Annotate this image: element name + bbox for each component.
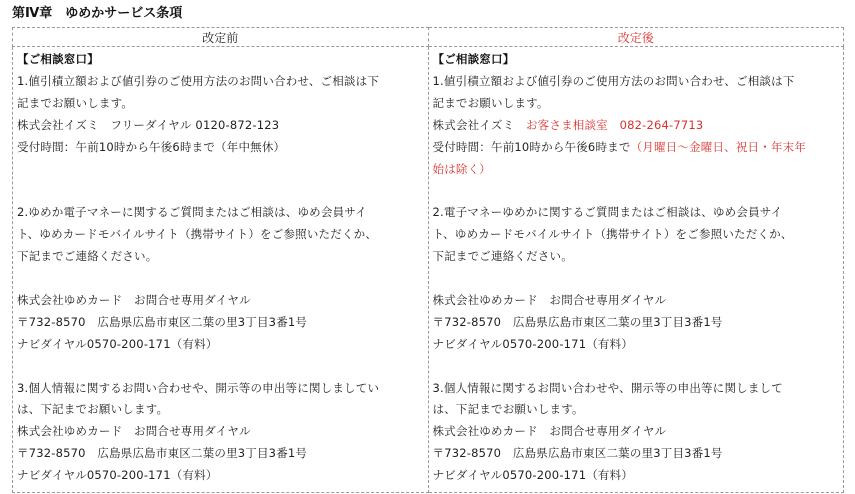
after-s3-company: 株式会社ゆめカード お問合せ専用ダイヤル: [432, 424, 667, 439]
before-s3-line2: は、下記までお願いします。: [17, 402, 169, 417]
after-s1-company-changed: お客さま相談室 082-264-7713: [525, 117, 704, 132]
before-s2-navi: ナビダイヤル0570-200-171（有料）: [17, 336, 218, 351]
before-s3-navi: ナビダイヤル0570-200-171（有料）: [17, 468, 218, 483]
after-s2-navi: ナビダイヤル0570-200-171（有料）: [432, 336, 634, 351]
spacer: [17, 159, 425, 181]
before-cell: [13, 47, 429, 493]
after-s1-hours-changed-1: （月曜日～金曜日、祝日・年末年: [630, 139, 807, 154]
column-header-before: 改定前: [13, 28, 429, 47]
spacer: [433, 180, 841, 202]
after-s3-line1: 3.個人情報に関するお問い合わせや、開示等の申出等に関しまして: [432, 380, 783, 395]
after-s3-navi: ナビダイヤル0570-200-171（有料）: [432, 468, 634, 483]
page-title: 第Ⅳ章 ゆめかサービス条項: [12, 6, 183, 21]
spacer: [17, 180, 425, 202]
after-s1-hours-changed-2: 始は除く）: [432, 161, 491, 176]
after-s3-address: 〒732-8570 広島県広島市東区二葉の里3丁目3番1号: [432, 446, 723, 461]
after-s1-line2: 記までお願いします。: [432, 95, 549, 110]
before-s1-company: 株式会社イズミ フリーダイヤル 0120-872-123: [17, 117, 280, 132]
spacer: [433, 356, 841, 378]
after-s2-address: 〒732-8570 広島県広島市東区二葉の里3丁目3番1号: [432, 314, 723, 329]
after-s3-line2: は、下記までお願いします。: [432, 402, 584, 417]
after-s1-line1: 1.値引積立額および値引券のご使用方法のお問い合わせ、ご相談は下: [432, 73, 795, 88]
after-s1-hours: [433, 137, 841, 159]
after-s2-line3: 下記までご連絡ください。: [432, 249, 573, 264]
after-s1-company: [433, 115, 841, 137]
spacer: [433, 268, 841, 290]
after-s1-company-prefix: 株式会社イズミ: [432, 117, 526, 132]
before-s3-line1: 3.個人情報に関するお問い合わせや、開示等の申出等に関しましてい: [17, 380, 380, 395]
spacer: [17, 268, 425, 290]
before-s2-line2: ト、ゆめカードモバイルサイト（携帯サイト）をご参照いただくか、: [17, 227, 378, 242]
before-s3-company: 株式会社ゆめカード お問合せ専用ダイヤル: [17, 424, 251, 439]
before-section-heading: 【ご相談窓口】: [17, 52, 99, 66]
after-s2-company: 株式会社ゆめカード お問合せ専用ダイヤル: [432, 292, 667, 307]
spacer: [17, 356, 425, 378]
before-s1-line1: 1.値引積立額および値引券のご使用方法のお問い合わせ、ご相談は下: [17, 73, 380, 88]
before-s2-company: 株式会社ゆめカード お問合せ専用ダイヤル: [17, 292, 251, 307]
after-section-heading: 【ご相談窓口】: [432, 52, 515, 66]
before-s1-hours: 受付時間：午前10時から午後6時まで（年中無休）: [17, 139, 286, 154]
before-s1-line2: 記までお願いします。: [17, 95, 134, 110]
before-s2-line3: 下記までご連絡ください。: [17, 249, 158, 264]
column-header-after: 改定後: [428, 28, 844, 47]
before-s2-line1: 2.ゆめか電子マネーに関するご質問またはご相談は、ゆめ会員サイ: [17, 205, 367, 220]
after-cell: [428, 47, 844, 493]
after-s2-line2: ト、ゆめカードモバイルサイト（携帯サイト）をご参照いただくか、: [432, 227, 793, 242]
before-s3-address: 〒732-8570 広島県広島市東区二葉の里3丁目3番1号: [17, 446, 308, 461]
revision-comparison-table: [12, 27, 844, 493]
table-row: [13, 47, 844, 493]
before-s2-address: 〒732-8570 広島県広島市東区二葉の里3丁目3番1号: [17, 314, 308, 329]
after-s1-hours-prefix: 受付時間：午前10時から午後6時まで: [432, 139, 631, 154]
after-s2-line1: 2.電子マネーゆめかに関するご質問またはご相談は、ゆめ会員サイ: [432, 205, 783, 220]
table-header-row: [13, 28, 844, 47]
